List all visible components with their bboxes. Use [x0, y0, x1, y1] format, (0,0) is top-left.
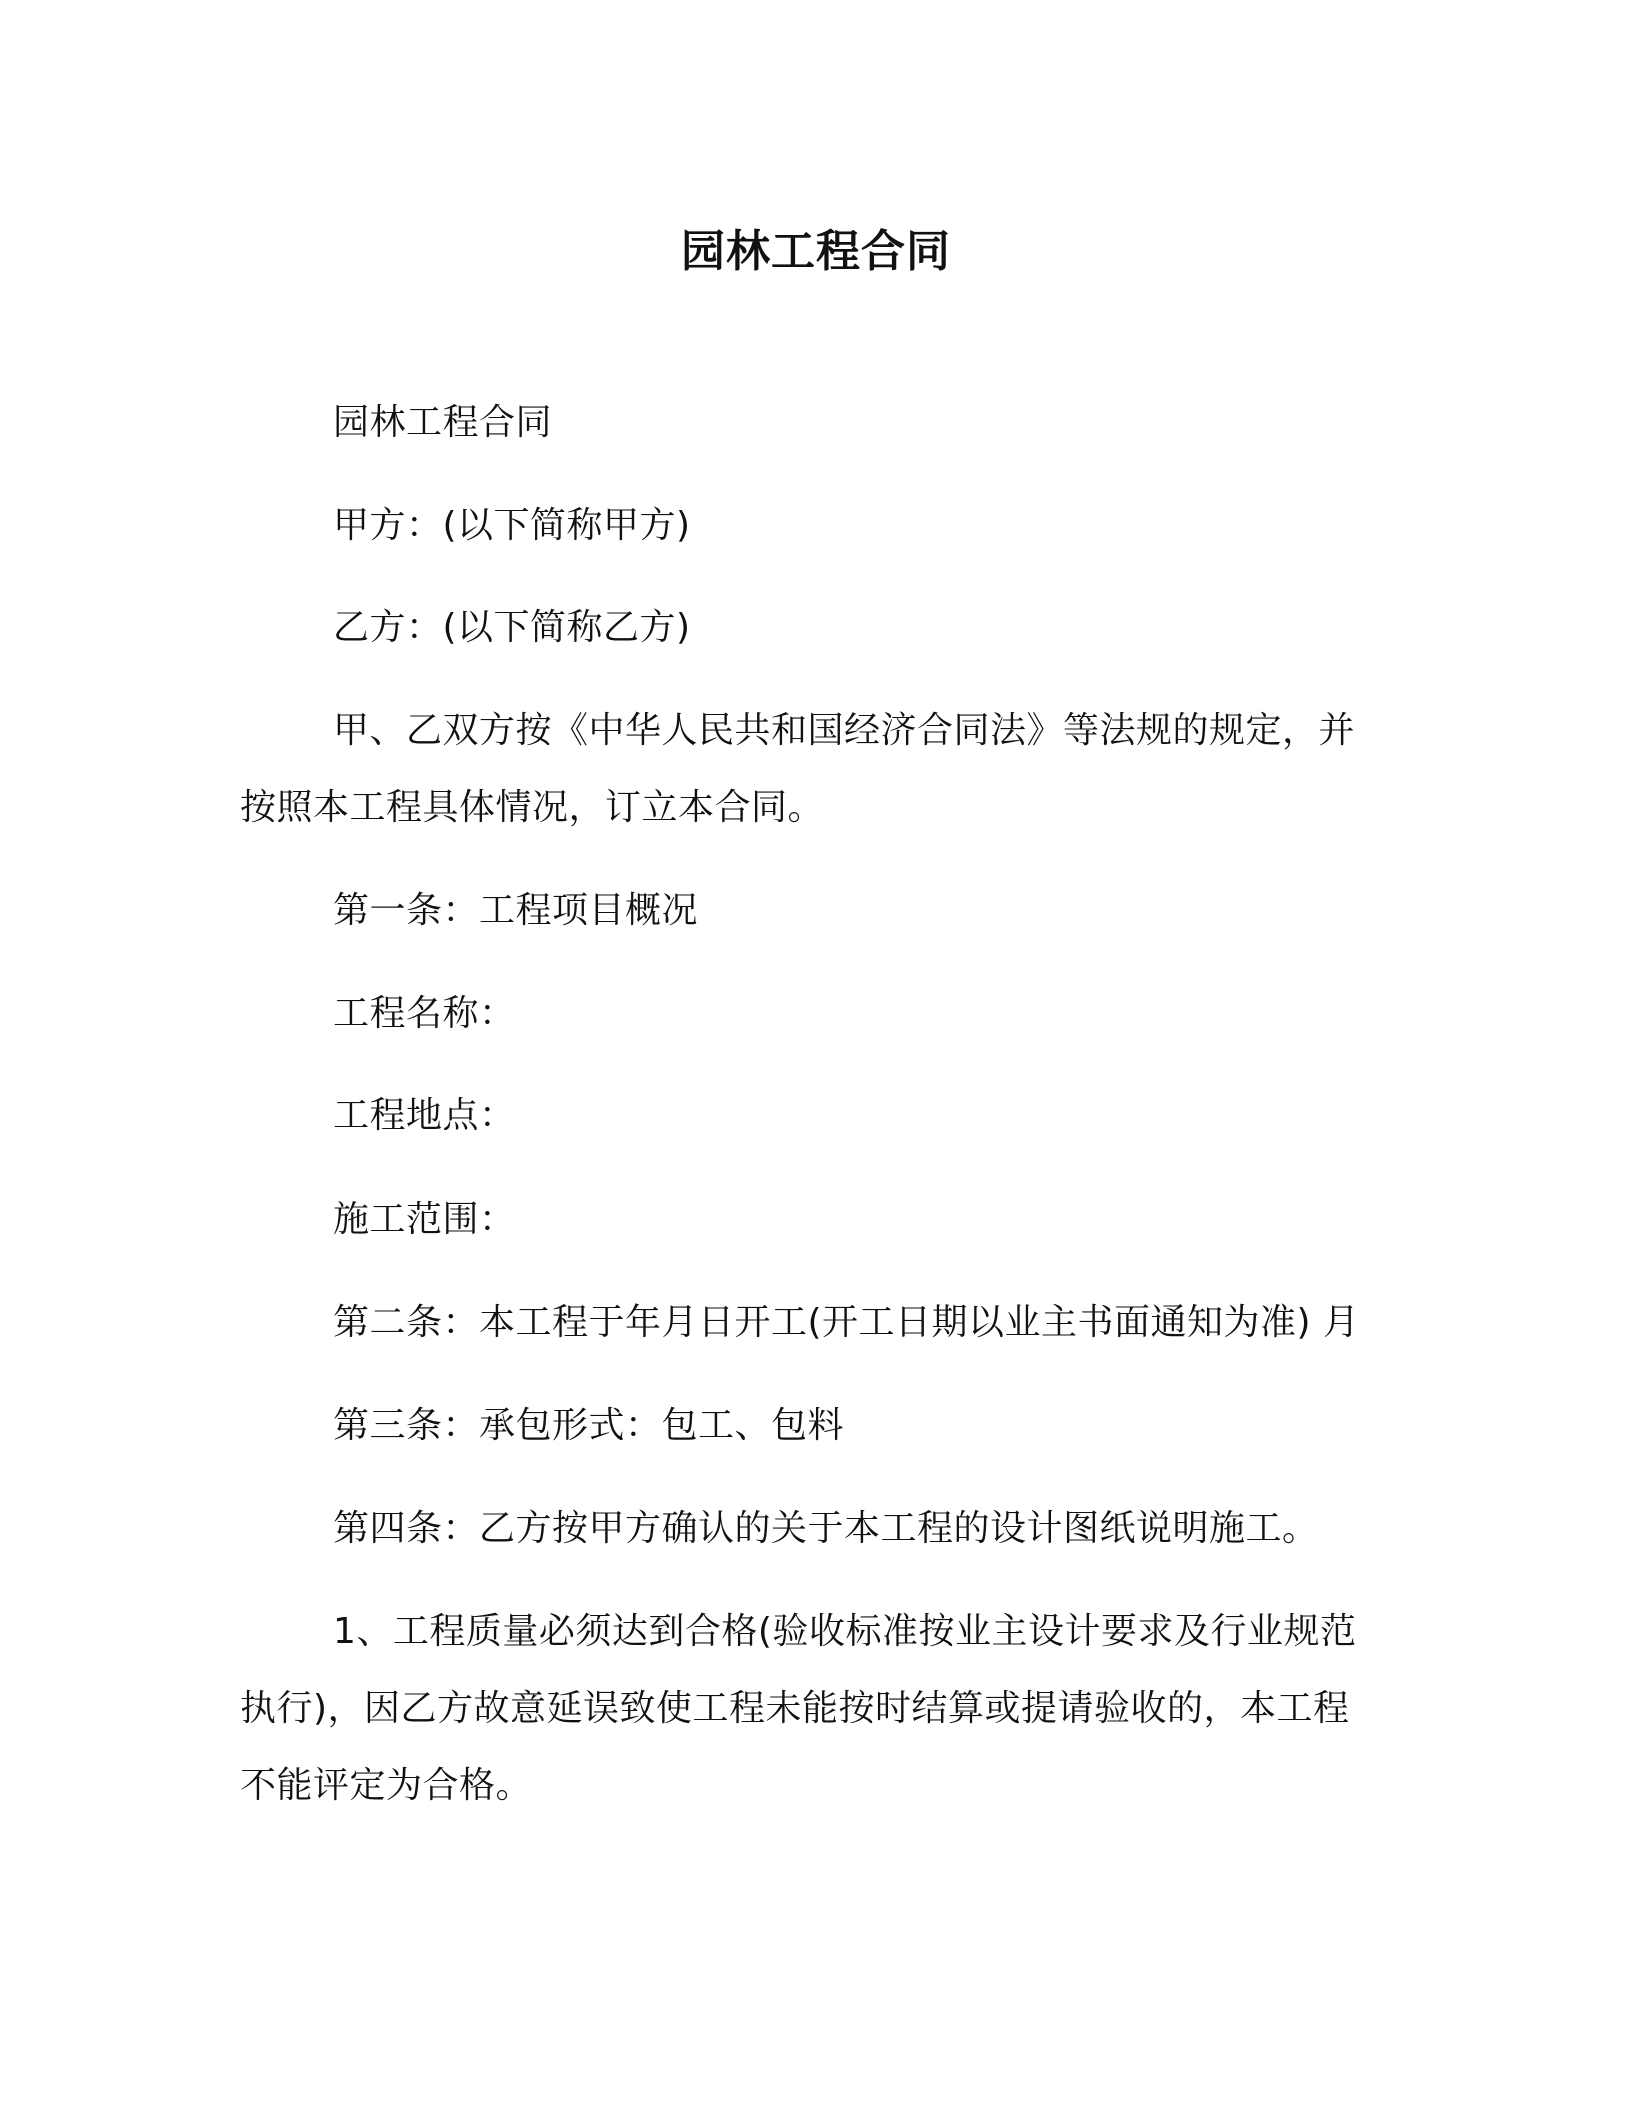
- article-2-paragraph: 第二条：本工程于年月日开工(开工日期以业主书面通知为准) 月: [333, 1302, 1360, 1343]
- construction-scope-field: 施工范围：: [333, 1199, 516, 1240]
- party-b-paragraph: 乙方：(以下简称乙方): [333, 607, 691, 648]
- article-3-paragraph: 第三条：承包形式：包工、包料: [333, 1405, 845, 1446]
- project-location-field: 工程地点：: [333, 1095, 516, 1136]
- article-4-paragraph: 第四条：乙方按甲方确认的关于本工程的设计图纸说明施工。: [333, 1508, 1319, 1549]
- subtitle-paragraph: 园林工程合同: [333, 402, 553, 443]
- party-a-paragraph: 甲方：(以下简称甲方): [333, 505, 691, 546]
- clause-1-paragraph: 1、工程质量必须达到合格(验收标准按业主设计要求及行业规范执行)，因乙方故意延误致使工程未能按时结算或提请验收的，本工程不能评定为合格。: [240, 1611, 1357, 1806]
- article-1-heading: 第一条：工程项目概况: [333, 890, 699, 931]
- preamble-paragraph: 甲、乙双方按《中华人民共和国经济合同法》等法规的规定，并按照本工程具体情况，订立本合同。: [240, 710, 1356, 828]
- project-name-field: 工程名称：: [333, 993, 516, 1034]
- document-title: 园林工程合同: [681, 226, 951, 277]
